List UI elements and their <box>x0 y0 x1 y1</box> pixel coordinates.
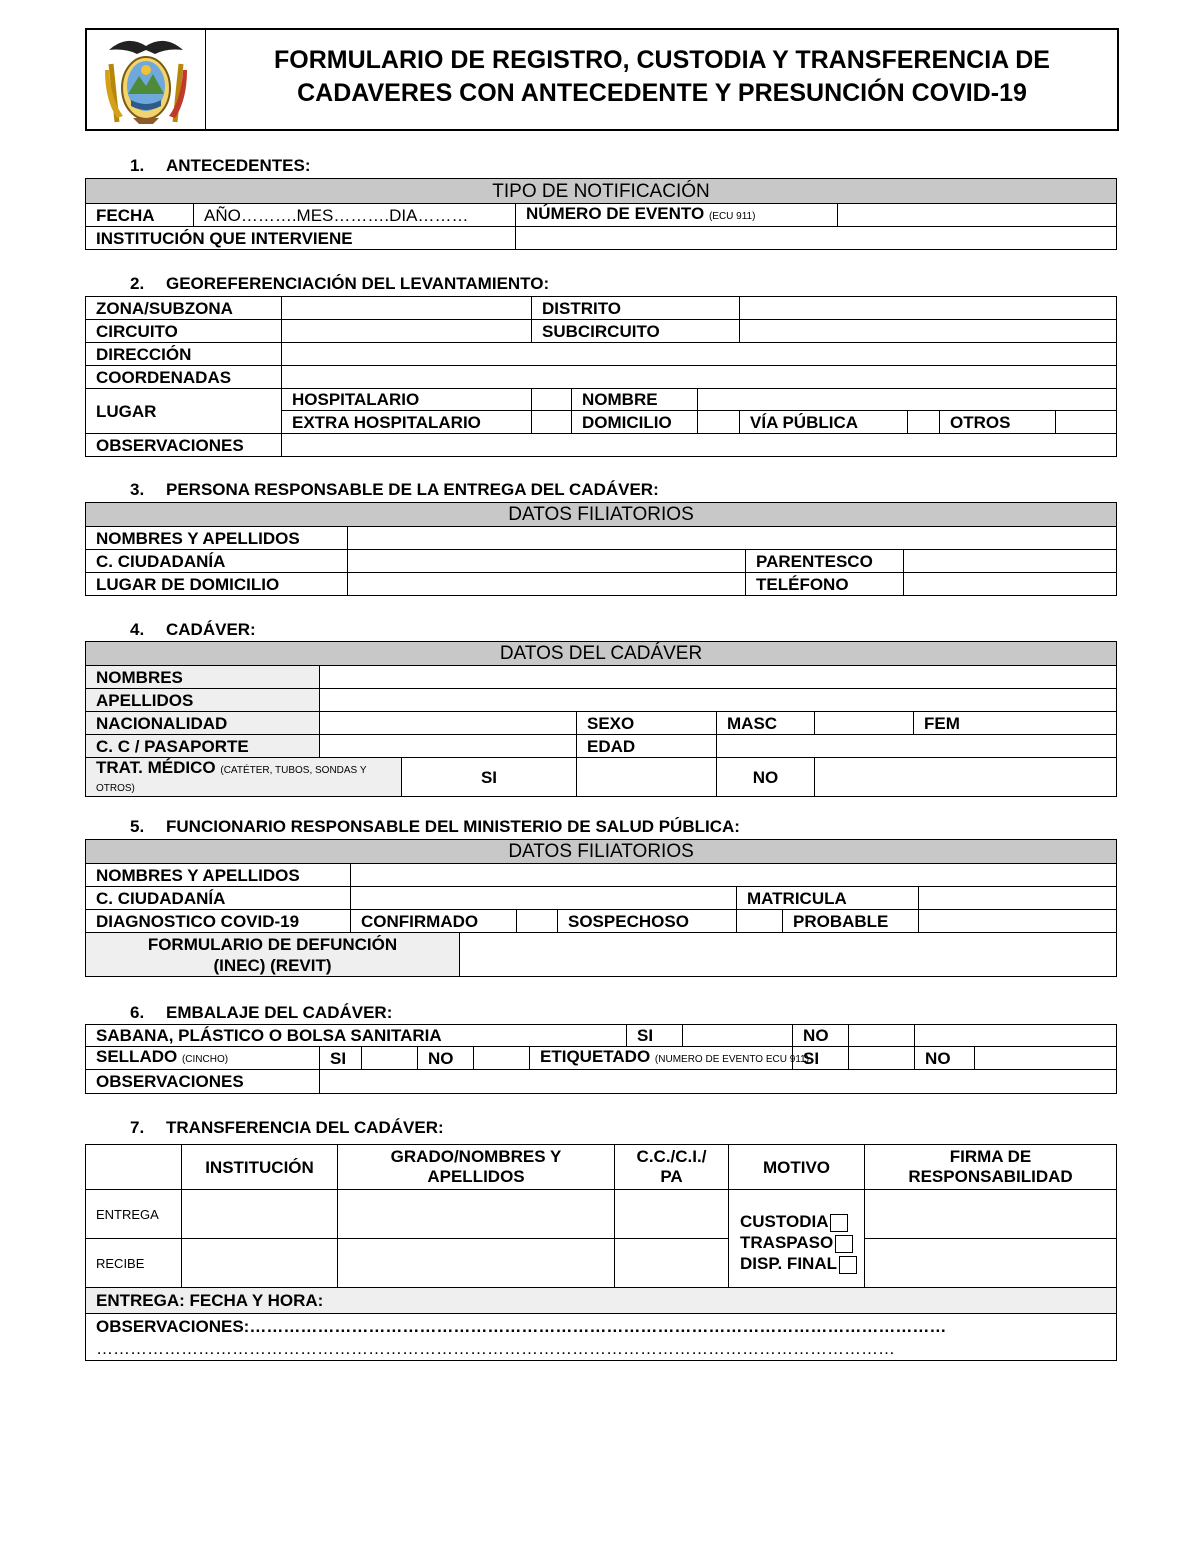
form-title-line2: CADAVERES CON ANTECEDENTE Y PRESUNCIÓN COVID-19 <box>297 79 1027 107</box>
observaciones-field[interactable] <box>86 1314 1117 1361</box>
recibe-cc[interactable] <box>615 1239 729 1288</box>
trat-si-label <box>402 758 577 797</box>
section-number: 7. <box>130 1118 145 1137</box>
direccion-field[interactable] <box>282 343 1117 366</box>
circuito-field[interactable] <box>282 320 532 343</box>
section-number: 4. <box>130 620 145 639</box>
probable-label: PROBABLE <box>783 910 919 933</box>
motivo-custodia[interactable] <box>740 1211 864 1232</box>
zona-field[interactable] <box>282 297 532 320</box>
fecha-label: FECHA <box>86 204 194 227</box>
domicilio-check[interactable] <box>698 411 740 434</box>
formulario-defuncion-label <box>86 933 460 977</box>
corner-cell <box>86 1145 182 1190</box>
direccion-label: DIRECCIÓN <box>86 343 282 366</box>
responsable-entrega-table <box>85 502 1117 596</box>
recibe-nombres[interactable] <box>338 1239 615 1288</box>
section-title: PERSONA RESPONSABLE DE LA ENTREGA DEL CADÁVER: <box>166 480 659 499</box>
sabana-no-check[interactable] <box>849 1025 915 1047</box>
section-4-heading <box>130 620 256 640</box>
fecha-hora-label[interactable]: ENTREGA: FECHA Y HORA: <box>86 1288 1117 1314</box>
motivo-traspaso[interactable] <box>740 1232 864 1253</box>
col-grado <box>338 1145 615 1190</box>
band-tipo-notificacion: TIPO DE NOTIFICACIÓN <box>86 179 1117 204</box>
col-motivo: MOTIVO <box>729 1145 865 1190</box>
col-cc <box>615 1145 729 1190</box>
diagnostico-label: DIAGNOSTICO COVID-19 <box>86 910 351 933</box>
parentesco-field[interactable] <box>904 550 1117 573</box>
nombres-label: NOMBRES Y APELLIDOS <box>86 527 348 550</box>
sabana-extra-field[interactable] <box>915 1025 1117 1047</box>
traspaso-checkbox[interactable] <box>835 1235 853 1253</box>
sospechoso-check[interactable] <box>737 910 783 933</box>
probable-check[interactable] <box>919 910 1117 933</box>
etiquetado-no-check[interactable] <box>975 1047 1117 1070</box>
sabana-si-check[interactable] <box>683 1025 793 1047</box>
subcircuito-field[interactable] <box>740 320 1117 343</box>
pasaporte-field[interactable] <box>320 735 577 758</box>
pasaporte-label: C. C / PASAPORTE <box>86 735 320 758</box>
etiquetado-si-label: SI <box>793 1047 849 1070</box>
entrega-nombres[interactable] <box>338 1190 615 1239</box>
sellado-no-check[interactable] <box>474 1047 530 1070</box>
section-6-heading <box>130 1003 392 1023</box>
si-text: SI <box>480 767 498 787</box>
formulario-defuncion-line2: (INEC) (REVIT) <box>213 955 332 975</box>
institucion-field[interactable] <box>516 227 1117 250</box>
section-number: 2. <box>130 274 145 293</box>
col-cc-line1: C.C./C.I./ <box>636 1147 707 1166</box>
etiquetado-si-check[interactable] <box>849 1047 915 1070</box>
via-publica-check[interactable] <box>908 411 940 434</box>
section-5-heading <box>130 817 740 837</box>
edad-field[interactable] <box>717 735 1117 758</box>
sospechoso-label: SOSPECHOSO <box>558 910 737 933</box>
sellado-si-check[interactable] <box>362 1047 418 1070</box>
observaciones-label: OBSERVACIONES <box>86 1070 320 1093</box>
col-firma-line2: RESPONSABILIDAD <box>908 1167 1073 1186</box>
nombres-label: NOMBRES Y APELLIDOS <box>86 864 351 887</box>
disp-final-checkbox[interactable] <box>839 1256 857 1274</box>
section-title: EMBALAJE DEL CADÁVER: <box>166 1003 393 1022</box>
col-grado-line2: APELLIDOS <box>427 1167 525 1186</box>
nacionalidad-field[interactable] <box>320 712 577 735</box>
band-datos-filiatorios: DATOS FILIATORIOS <box>86 503 1117 527</box>
section-title: GEOREFERENCIACIÓN DEL LEVANTAMIENTO: <box>166 274 550 293</box>
nacionalidad-label: NACIONALIDAD <box>86 712 320 735</box>
trat-medico-note: (CATÉTER, TUBOS, SONDAS Y OTROS) <box>96 765 367 794</box>
hospitalario-check[interactable] <box>532 389 572 411</box>
entrega-label: ENTREGA <box>86 1190 182 1239</box>
disp-final-label: DISP. FINAL <box>740 1254 837 1273</box>
distrito-label: DISTRITO <box>532 297 740 320</box>
ecuador-coat-of-arms-icon <box>87 30 205 129</box>
confirmado-label: CONFIRMADO <box>351 910 517 933</box>
extra-hospitalario-check[interactable] <box>532 411 572 434</box>
section-3-heading <box>130 480 659 500</box>
masc-check[interactable] <box>815 712 914 735</box>
cedula-field[interactable] <box>348 550 746 573</box>
form-header <box>85 28 1119 131</box>
band-datos-filiatorios: DATOS FILIATORIOS <box>86 840 1117 864</box>
form-title-line1: FORMULARIO DE REGISTRO, CUSTODIA Y TRANSFERENCIA DE <box>274 46 1050 74</box>
motivo-options <box>729 1190 865 1288</box>
etiquetado-note: (NUMERO DE EVENTO ECU 911) <box>654 1054 810 1065</box>
col-cc-line2: PA <box>660 1167 683 1186</box>
form-title <box>207 44 1117 110</box>
georeferencia-table <box>85 296 1117 457</box>
numero-evento-note: (ECU 911) <box>708 211 756 222</box>
observaciones-row <box>86 1070 1117 1094</box>
masc-label: MASC <box>717 712 815 735</box>
section-title: TRANSFERENCIA DEL CADÁVER: <box>166 1118 444 1137</box>
section-7-heading <box>130 1118 444 1138</box>
apellidos-label: APELLIDOS <box>86 689 320 712</box>
notification-table <box>85 178 1117 250</box>
nombres-field[interactable] <box>320 666 1117 689</box>
no-text: NO <box>752 767 779 787</box>
domicilio-label: DOMICILIO <box>572 411 698 434</box>
observaciones-label: OBSERVACIONES <box>86 434 282 457</box>
band-datos-cadaver: DATOS DEL CADÁVER <box>86 642 1117 666</box>
section-number: 6. <box>130 1003 145 1022</box>
sexo-label: SEXO <box>577 712 717 735</box>
section-title: CADÁVER: <box>166 620 256 639</box>
transferencia-table <box>85 1144 1117 1361</box>
cadaver-table <box>85 641 1117 797</box>
matricula-field[interactable] <box>919 887 1117 910</box>
observaciones-line2: …………………………………………………………………………………………………………………………… <box>96 1339 895 1358</box>
trat-no-check[interactable] <box>815 758 1117 797</box>
via-publica-label: VÍA PÚBLICA <box>740 411 908 434</box>
coordenadas-label: COORDENADAS <box>86 366 282 389</box>
fem-label: FEM <box>924 713 960 733</box>
section-number: 1. <box>130 156 145 175</box>
cedula-field[interactable] <box>351 887 737 910</box>
trat-medico-text: TRAT. MÉDICO <box>96 758 216 777</box>
logo-cell <box>87 30 206 129</box>
custodia-checkbox[interactable] <box>830 1214 848 1232</box>
custodia-label: CUSTODIA <box>740 1212 829 1231</box>
nombre-field[interactable] <box>698 389 1117 411</box>
cedula-label: C. CIUDADANÍA <box>86 887 351 910</box>
zona-label: ZONA/SUBZONA <box>86 297 282 320</box>
section-number: 3. <box>130 480 145 499</box>
entrega-cc[interactable] <box>615 1190 729 1239</box>
recibe-label: RECIBE <box>86 1239 182 1288</box>
col-institucion: INSTITUCIÓN <box>182 1145 338 1190</box>
fecha-field[interactable]: AÑO……….MES……….DIA……… <box>194 204 516 227</box>
otros-check[interactable] <box>1056 411 1117 434</box>
edad-label: EDAD <box>577 735 717 758</box>
recibe-institucion[interactable] <box>182 1239 338 1288</box>
section-2-heading <box>130 274 549 294</box>
fem-field[interactable] <box>914 712 1117 735</box>
domicilio-label: LUGAR DE DOMICILIO <box>86 573 348 596</box>
observaciones-line1: OBSERVACIONES:…………………………………………………………………………………………………………… <box>96 1317 947 1336</box>
etiquetado-text: ETIQUETADO <box>540 1047 651 1066</box>
section-title: ANTECEDENTES: <box>166 156 311 175</box>
etiquetado-label <box>530 1047 810 1070</box>
sellado-no-label: NO <box>418 1047 474 1070</box>
nombre-label: NOMBRE <box>572 389 698 411</box>
numero-evento-label <box>516 204 838 227</box>
traspaso-label: TRASPASO <box>740 1233 834 1252</box>
apellidos-field[interactable] <box>320 689 1117 712</box>
sellado-label <box>86 1047 320 1070</box>
hospitalario-label: HOSPITALARIO <box>282 389 532 411</box>
col-firma <box>865 1145 1117 1190</box>
col-grado-line1: GRADO/NOMBRES Y <box>390 1147 562 1166</box>
trat-medico-label <box>86 758 402 797</box>
coordenadas-field[interactable] <box>282 366 1117 389</box>
distrito-field[interactable] <box>740 297 1117 320</box>
telefono-label: TELÉFONO <box>746 573 904 596</box>
nombres-field[interactable] <box>351 864 1117 887</box>
cedula-label: C. CIUDADANÍA <box>86 550 348 573</box>
sellado-text: SELLADO <box>96 1047 178 1066</box>
etiquetado-no-label: NO <box>915 1047 975 1070</box>
circuito-label: CIRCUITO <box>86 320 282 343</box>
sabana-si-label: SI <box>627 1025 683 1047</box>
sellado-note: (CINCHO) <box>181 1054 229 1065</box>
embalaje-table <box>85 1024 1117 1094</box>
observaciones-field[interactable] <box>282 434 1117 457</box>
trat-no-label <box>717 758 815 797</box>
parentesco-label: PARENTESCO <box>746 550 904 573</box>
section-title: FUNCIONARIO RESPONSABLE DEL MINISTERIO DE SALUD PÚBLICA: <box>166 817 740 836</box>
domicilio-field[interactable] <box>348 573 746 596</box>
subcircuito-label: SUBCIRCUITO <box>532 320 740 343</box>
motivo-disp-final[interactable] <box>740 1253 864 1274</box>
numero-evento-text: NÚMERO DE EVENTO <box>526 204 705 223</box>
telefono-field[interactable] <box>904 573 1117 596</box>
confirmado-check[interactable] <box>517 910 558 933</box>
section-number: 5. <box>130 817 145 836</box>
institucion-label: INSTITUCIÓN QUE INTERVIENE <box>86 227 516 250</box>
matricula-label: MATRICULA <box>737 887 919 910</box>
lugar-label: LUGAR <box>86 389 282 434</box>
funcionario-msp-table <box>85 839 1117 977</box>
formulario-defuncion-line1: FORMULARIO DE DEFUNCIÓN <box>147 934 398 954</box>
otros-label: OTROS <box>940 411 1056 434</box>
col-firma-line1: FIRMA DE <box>949 1147 1032 1166</box>
extra-hospitalario-label: EXTRA HOSPITALARIO <box>282 411 532 434</box>
nombres-field[interactable] <box>348 527 1117 550</box>
section-1-heading <box>130 156 311 176</box>
sabana-no-label: NO <box>793 1025 849 1047</box>
sabana-label: SABANA, PLÁSTICO O BOLSA SANITARIA <box>86 1025 627 1047</box>
recibe-firma[interactable] <box>865 1239 1117 1288</box>
formulario-defuncion-field[interactable] <box>460 933 1117 977</box>
nombres-label: NOMBRES <box>86 666 320 689</box>
numero-evento-field[interactable] <box>838 204 1117 227</box>
entrega-firma[interactable] <box>865 1190 1117 1239</box>
sellado-si-label: SI <box>320 1047 362 1070</box>
trat-si-check[interactable] <box>577 758 717 797</box>
entrega-institucion[interactable] <box>182 1190 338 1239</box>
